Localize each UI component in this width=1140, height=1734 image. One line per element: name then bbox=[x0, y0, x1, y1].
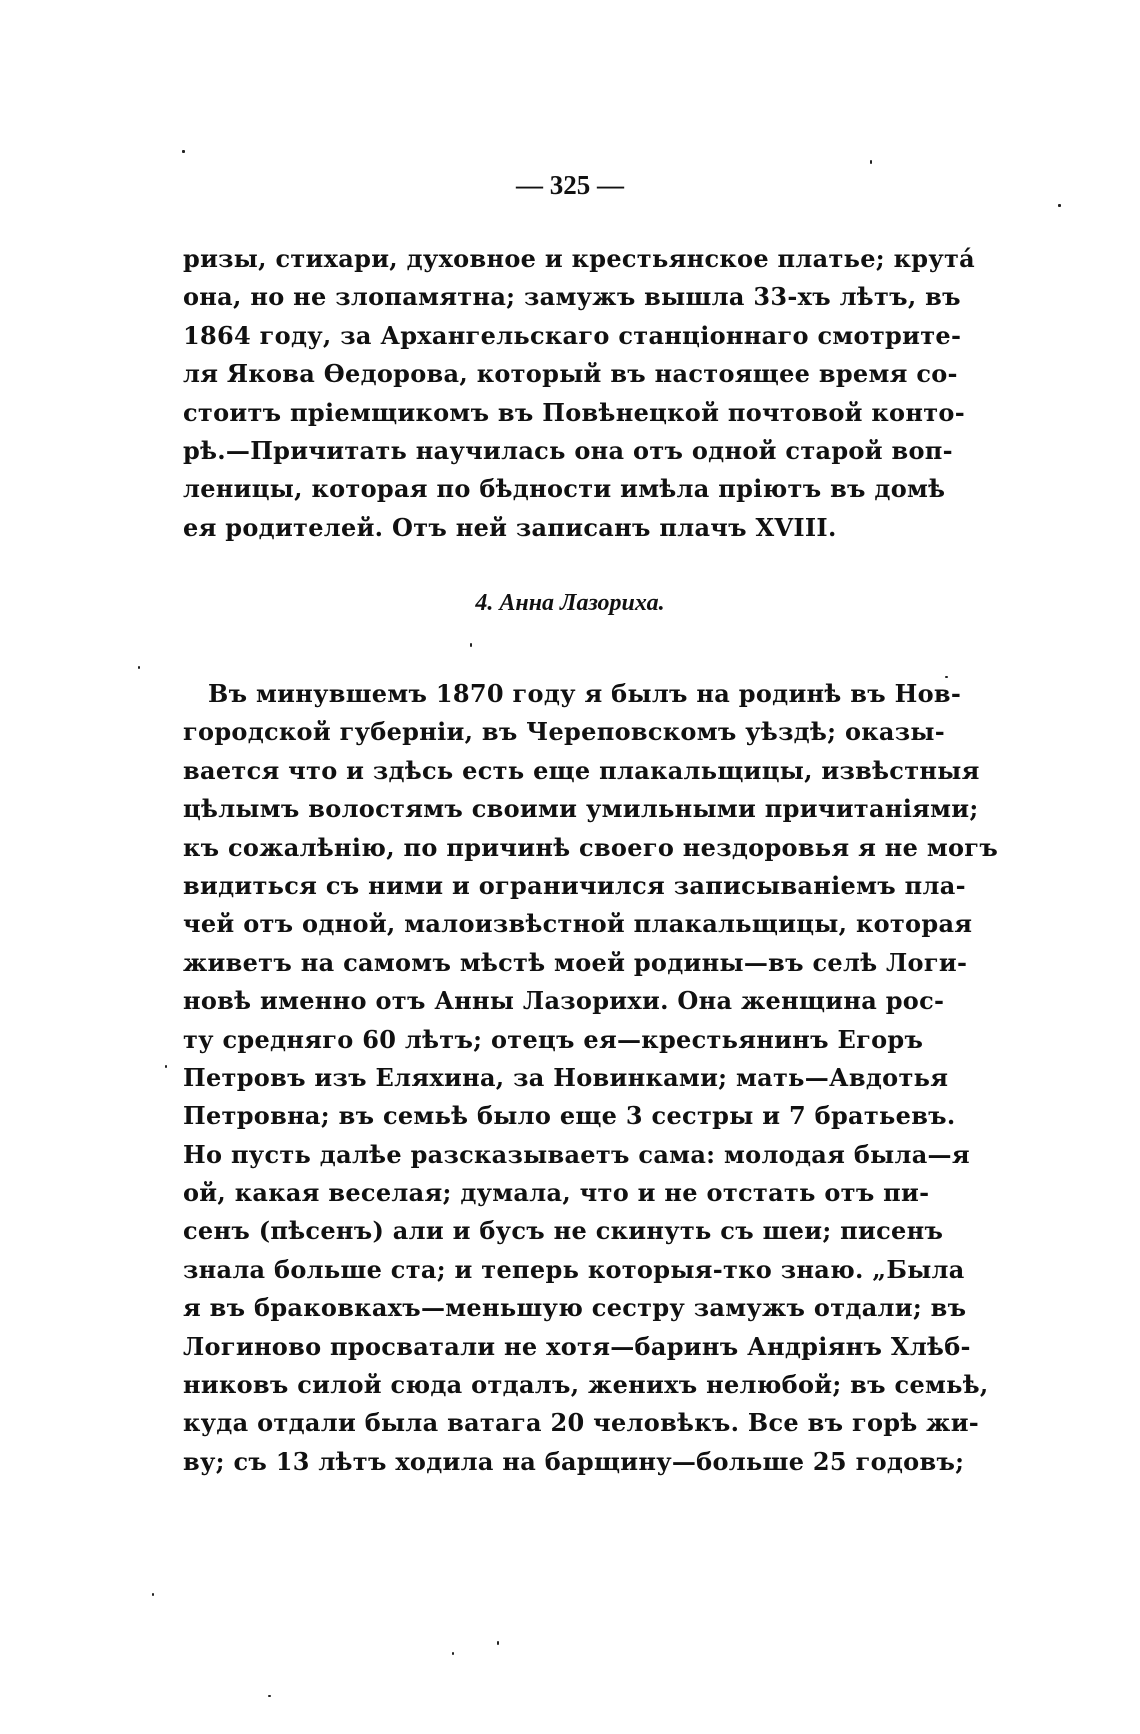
text-line: я въ браковкахъ—меньшую сестру замужъ отдали; въ bbox=[183, 1293, 967, 1323]
text-line: Петровна; въ семьѣ было еще 3 сестры и 7 братьевъ. bbox=[183, 1101, 956, 1131]
text-line: ту средняго 60 лѣтъ; отецъ ея—крестьянинъ Егоръ bbox=[183, 1024, 924, 1054]
page-number: — 325 — bbox=[516, 170, 624, 200]
text-line: городской губерніи, въ Череповскомъ уѣздѣ; оказы- bbox=[183, 717, 945, 747]
scan-speck bbox=[165, 1065, 167, 1068]
scan-speck bbox=[870, 160, 872, 164]
scan-speck bbox=[497, 1641, 499, 1645]
text-line: леницы, которая по бѣдности имѣла пріютъ въ домѣ bbox=[183, 474, 946, 504]
scan-speck bbox=[945, 676, 948, 678]
text-line: цѣлымъ волостямъ своими умильными причитаніями; bbox=[183, 794, 979, 824]
section-heading: 4. Анна Лазориха. bbox=[475, 590, 665, 616]
paragraph-1 bbox=[183, 240, 976, 547]
scan-speck bbox=[152, 1593, 154, 1596]
text-line: стоитъ пріемщикомъ въ Повѣнецкой почтовой конто- bbox=[183, 397, 965, 427]
text-line: Въ минувшемъ 1870 году я былъ на родинѣ въ Нов- bbox=[208, 679, 962, 708]
text-line: Петровъ изъ Еляхина, за Новинками; мать—Авдотья bbox=[183, 1062, 949, 1092]
text-line: никовъ силой сюда отдалъ, женихъ нелюбой; въ семьѣ, bbox=[183, 1370, 989, 1400]
text-line: видиться съ ними и ограничился записываніемъ пла- bbox=[183, 870, 966, 900]
text-line: знала больше ста; и теперь которыя-тко знаю. „Была bbox=[183, 1254, 965, 1284]
text-line: ой, какая веселая; думала, что и не отстать отъ пи- bbox=[183, 1178, 930, 1208]
scan-speck bbox=[1058, 204, 1061, 207]
text-line: сенъ (пѣсенъ) али и бусъ не скинуть съ шеи; писенъ bbox=[183, 1216, 944, 1246]
text-line: вается что и здѣсь есть еще плакальщицы, извѣстныя bbox=[183, 755, 980, 785]
text-line: Логиново просватали не хотя—баринъ Андріянъ Хлѣб- bbox=[183, 1331, 971, 1361]
text-line: 1864 году, за Архангельскаго станціоннаго смотрите- bbox=[183, 320, 962, 350]
text-line: Но пусть далѣе разсказываетъ сама: молодая была—я bbox=[183, 1139, 970, 1169]
text-line: куда отдали была ватага 20 человѣкъ. Все въ горѣ жи- bbox=[183, 1408, 980, 1438]
scan-speck bbox=[138, 666, 140, 669]
text-line: рѣ.—Причитать научилась она отъ одной старой воп- bbox=[183, 435, 953, 465]
scan-speck bbox=[452, 1652, 454, 1655]
text-line: живетъ на самомъ мѣстѣ моей родины—въ селѣ Логи- bbox=[183, 947, 968, 977]
text-line: ея родителей. Отъ ней записанъ плачъ XVIII. bbox=[183, 512, 837, 542]
text-line: къ сожалѣнію, по причинѣ своего нездоровья я не могъ bbox=[183, 832, 999, 862]
scan-speck bbox=[470, 643, 472, 647]
paragraph-2 bbox=[183, 675, 999, 1481]
scan-speck bbox=[182, 150, 185, 153]
text-line: ризы, стихари, духовное и крестьянское платье; крута́ bbox=[183, 244, 976, 273]
text-line: новѣ именно отъ Анны Лазорихи. Она женщина рос- bbox=[183, 986, 945, 1016]
text-line: ву; съ 13 лѣтъ ходила на барщину—больше 25 годовъ; bbox=[183, 1446, 965, 1476]
scan-speck bbox=[268, 1695, 271, 1697]
text-line: она, но не злопамятна; замужъ вышла 33-хъ лѣтъ, въ bbox=[183, 282, 961, 312]
text-line: чей отъ одной, малоизвѣстной плакальщицы, которая bbox=[183, 909, 973, 939]
text-line: ля Якова Өедорова, который въ настоящее время со- bbox=[183, 359, 958, 389]
